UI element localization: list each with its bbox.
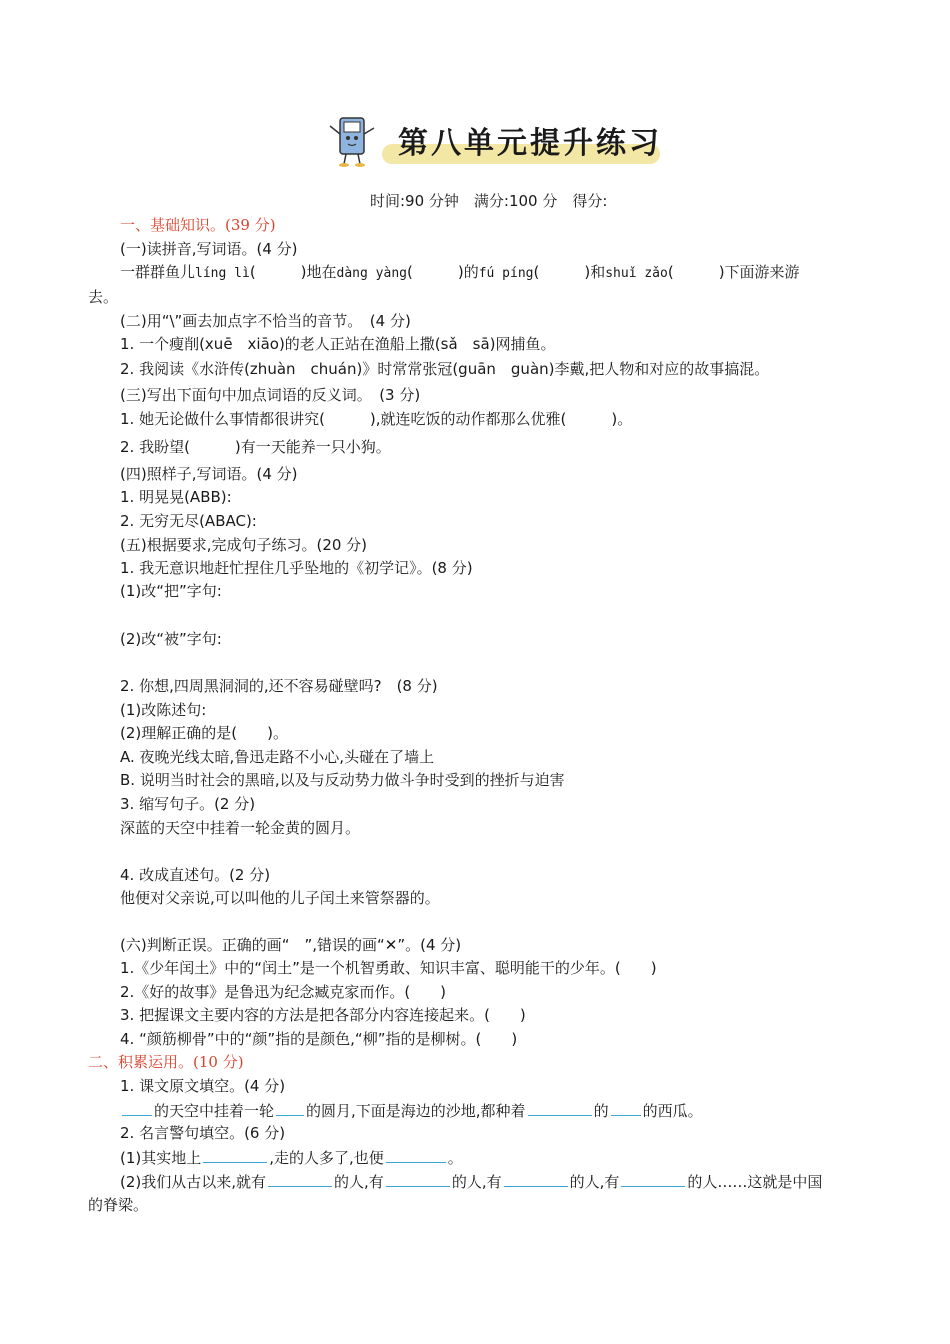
answer-blank[interactable]	[386, 1170, 450, 1187]
question-5-2a: (1)改陈述句:	[120, 701, 207, 719]
fill-2-line-1: (1)其实地上 ,走的人多了,也便 。	[120, 1146, 463, 1169]
question-2-item-1: 1. 一个瘦削(xuē xiāo)的老人正站在渔船上撒(sǎ sā)网捕鱼。	[120, 335, 556, 353]
question-4-label: (四)照样子,写词语。(4 分)	[120, 465, 298, 483]
question-5-option-b: B. 说明当时社会的黑暗,以及与反动势力做斗争时受到的挫折与迫害	[120, 771, 565, 789]
question-1-label: (一)读拼音,写词语。(4 分)	[120, 240, 298, 258]
fill-2-label: 2. 名言警句填空。(6 分)	[120, 1124, 286, 1142]
question-5-2b: (2)理解正确的是( )。	[120, 724, 288, 742]
fill-1-line: 的天空中挂着一轮 的圆月,下面是海边的沙地,都种着 的 的西瓜。	[120, 1099, 703, 1122]
question-2-item-2: 2. 我阅读《水浒传(zhuàn chuán)》时常常张冠(guān guàn)李戴,把人物和对应的故事搞混。	[120, 360, 770, 378]
answer-blank[interactable]	[276, 1099, 304, 1116]
book-mascot-icon	[326, 112, 378, 168]
question-5-sentence-3-text: 深蓝的天空中挂着一轮金黄的圆月。	[120, 819, 361, 837]
exam-info: 时间:90 分钟 满分:100 分 得分:	[370, 192, 608, 210]
section-heading-1: 一、基础知识。(39 分)	[120, 216, 276, 234]
answer-blank[interactable]	[268, 1170, 332, 1187]
question-6-label: (六)判断正误。正确的画“ ”,错误的画“✕”。(4 分)	[120, 936, 462, 954]
question-5-label: (五)根据要求,完成句子练习。(20 分)	[120, 536, 368, 554]
fill-2-line-2: (2)我们从古以来,就有 的人,有 的人,有 的人,有 的人……这就是中国	[120, 1170, 822, 1193]
question-2-label: (二)用“\”画去加点字不恰当的音节。 (4 分)	[120, 312, 411, 330]
question-3-item-1: 1. 她无论做什么事情都很讲究( ),就连吃饭的动作都那么优雅( )。	[120, 410, 633, 428]
answer-blank[interactable]	[504, 1170, 568, 1187]
question-5-sentence-1: 1. 我无意识地赶忙捏住几乎坠地的《初学记》。(8 分)	[120, 559, 473, 577]
question-5-sentence-3: 3. 缩写句子。(2 分)	[120, 795, 256, 813]
question-5-1a: (1)改“把”字句:	[120, 582, 222, 600]
question-6-item-2: 2.《好的故事》是鲁迅为纪念臧克家而作。( )	[120, 983, 447, 1001]
answer-blank[interactable]	[386, 1146, 446, 1163]
question-1-line: 一群群鱼儿líng lì( )地在dàng yàng( )的fú píng( )和shuǐ zǎo( )下面游来游	[120, 263, 800, 281]
answer-blank[interactable]	[611, 1099, 641, 1116]
fill-2-line-2-cont: 的脊梁。	[88, 1196, 149, 1214]
question-5-option-a: A. 夜晚光线太暗,鲁迅走路不小心,头碰在了墙上	[120, 748, 435, 766]
page-title: 第八单元提升练习	[398, 126, 662, 161]
question-6-item-1: 1.《少年闰土》中的“闰土”是一个机智勇敢、知识丰富、聪明能干的少年。( )	[120, 959, 657, 977]
answer-blank[interactable]	[122, 1099, 152, 1116]
question-5-sentence-4: 4. 改成直述句。(2 分)	[120, 866, 271, 884]
question-5-sentence-2: 2. 你想,四周黑洞洞的,还不容易碰壁吗? (8 分)	[120, 677, 438, 695]
answer-blank[interactable]	[203, 1146, 267, 1163]
question-5-sentence-4-text: 他便对父亲说,可以叫他的儿子闰土来管祭器的。	[120, 889, 440, 907]
answer-blank[interactable]	[528, 1099, 592, 1116]
question-5-1b: (2)改“被”字句:	[120, 630, 222, 648]
question-1-line-cont: 去。	[88, 288, 119, 306]
question-4-item-2: 2. 无穷无尽(ABAC):	[120, 512, 257, 530]
answer-blank[interactable]	[621, 1170, 685, 1187]
fill-1-label: 1. 课文原文填空。(4 分)	[120, 1077, 286, 1095]
title-banner	[322, 112, 666, 170]
section-heading-2: 二、积累运用。(10 分)	[88, 1053, 244, 1071]
question-3-item-2: 2. 我盼望( )有一天能养一只小狗。	[120, 438, 391, 456]
question-4-item-1: 1. 明晃晃(ABB):	[120, 488, 232, 506]
question-6-item-4: 4. “颜筋柳骨”中的“颜”指的是颜色,“柳”指的是柳树。( )	[120, 1030, 518, 1048]
question-3-label: (三)写出下面句中加点词语的反义词。 (3 分)	[120, 386, 421, 404]
question-6-item-3: 3. 把握课文主要内容的方法是把各部分内容连接起来。( )	[120, 1006, 526, 1024]
